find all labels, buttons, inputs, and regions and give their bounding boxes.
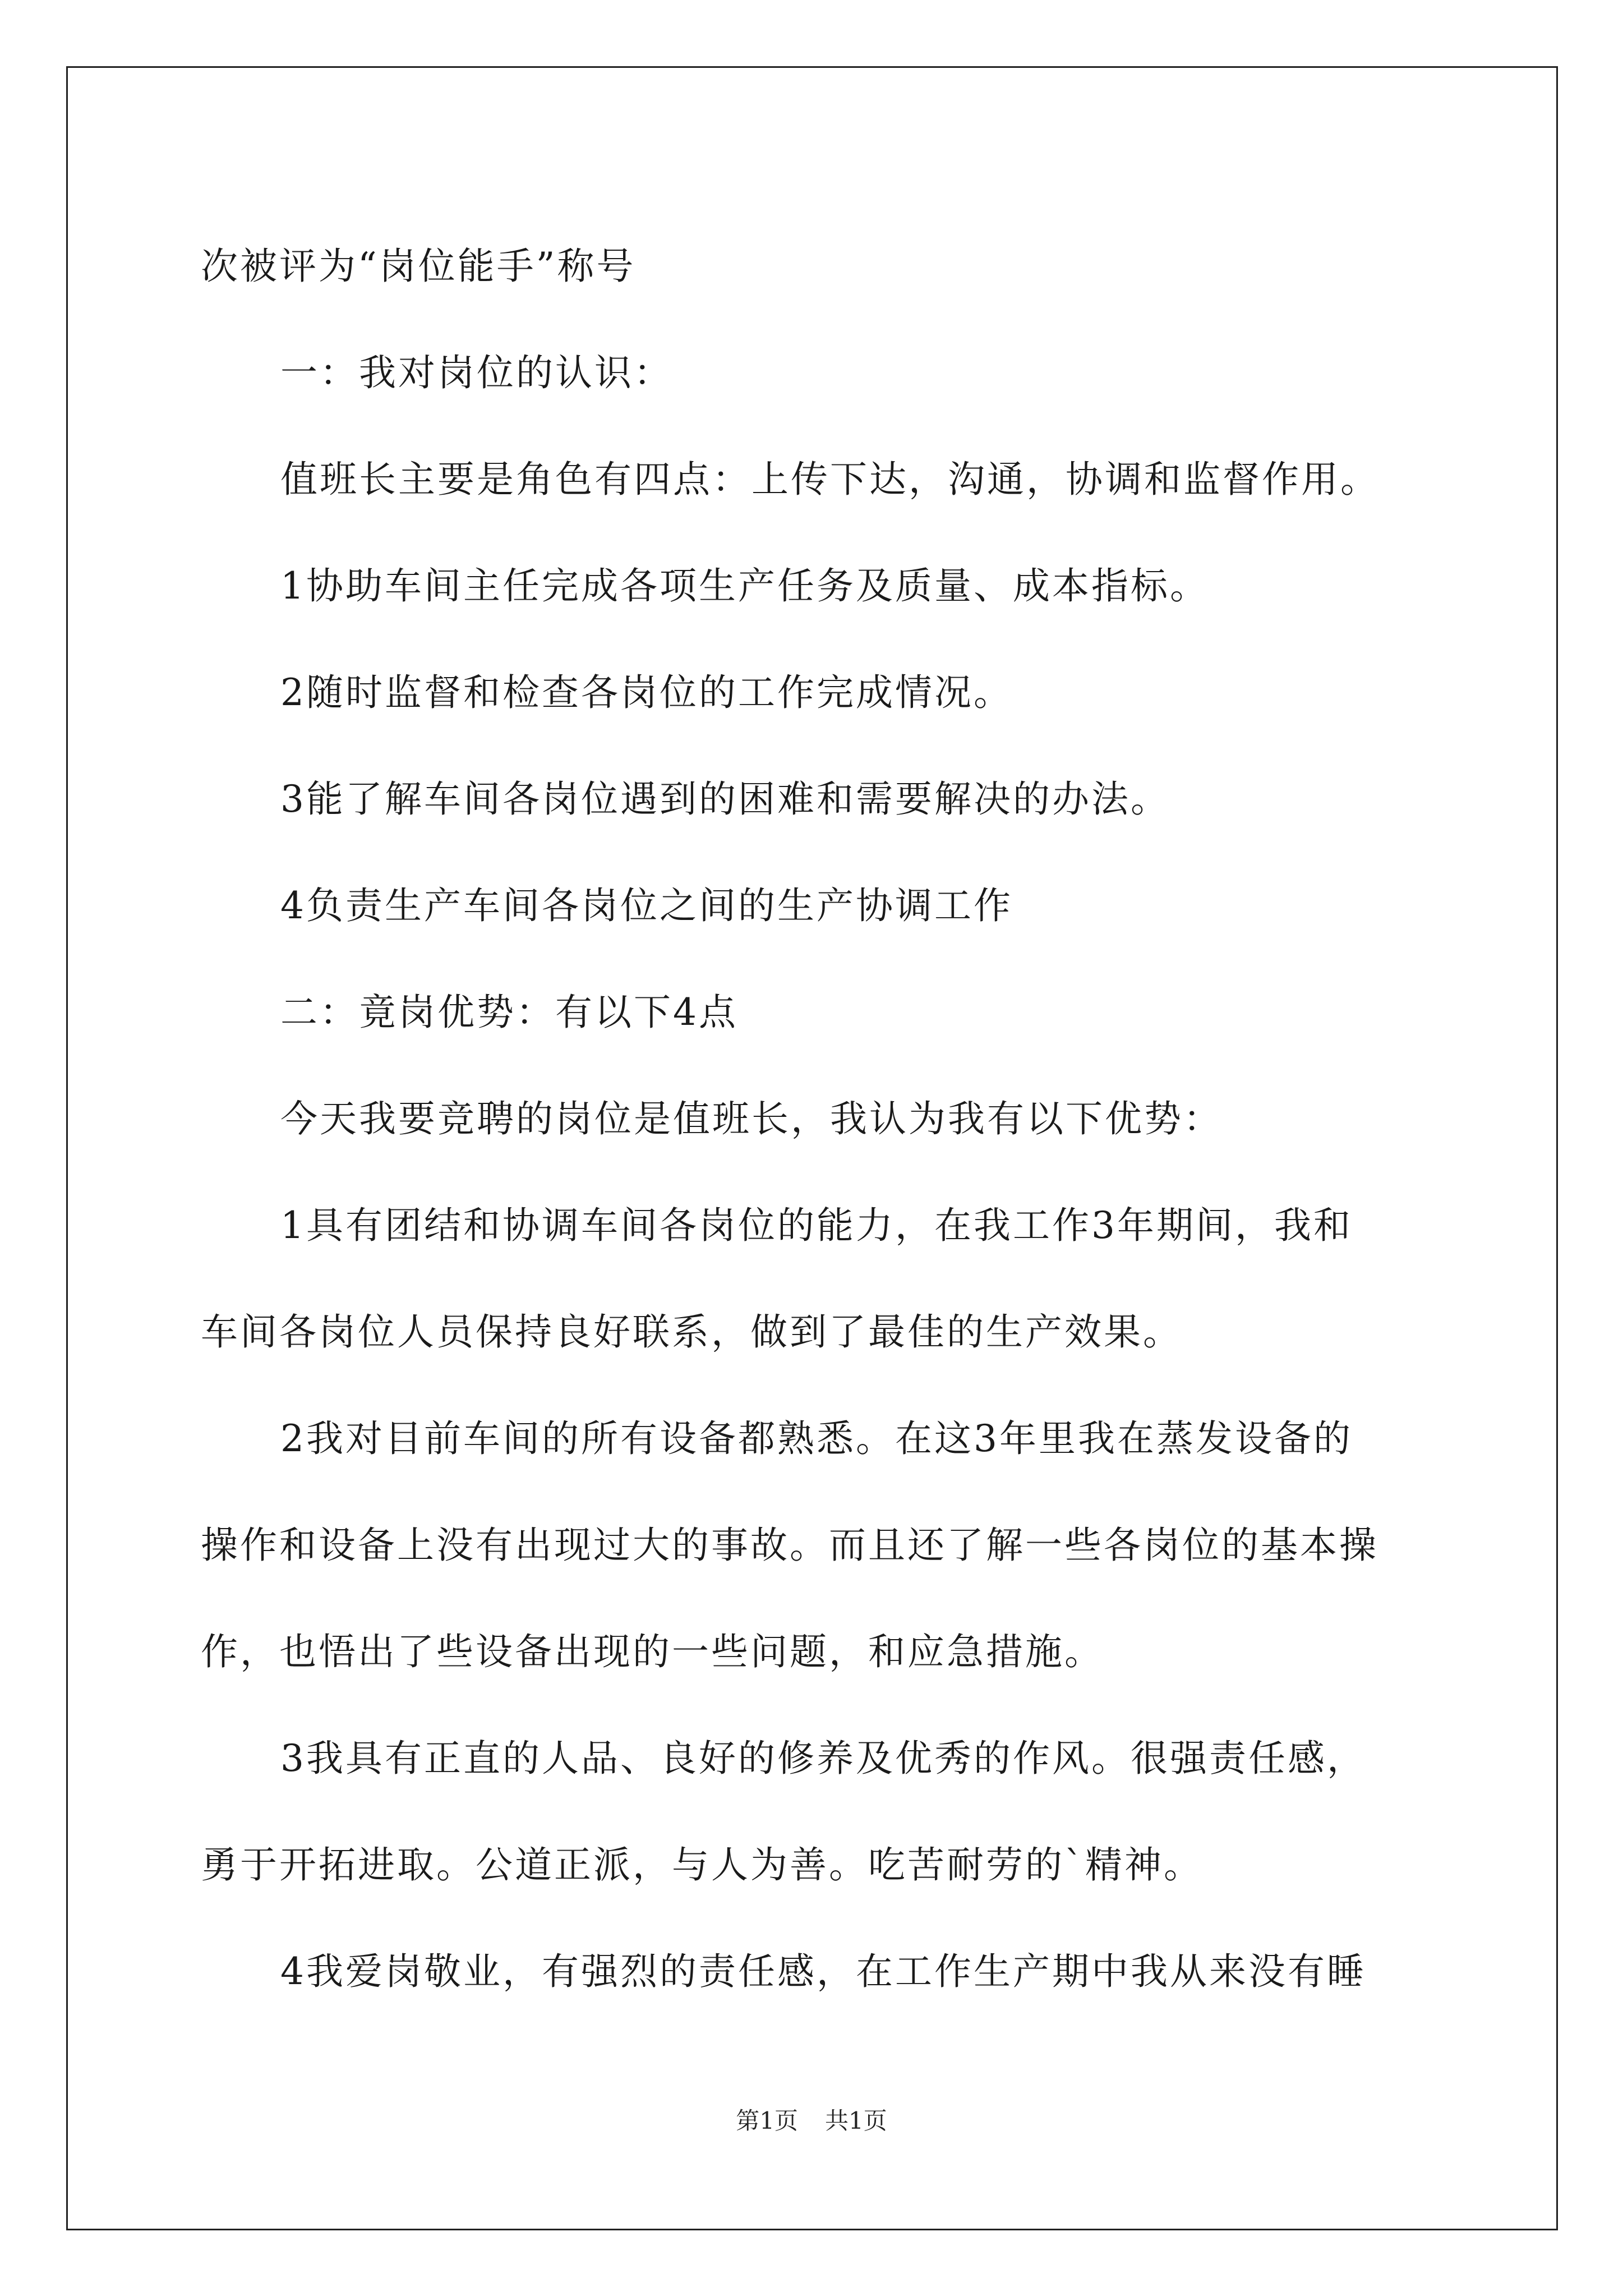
page-number: 第1页 [736, 2107, 798, 2134]
paragraph-line: 勇于开拓进取。公道正派，与人为善。吃苦耐劳的`精神。 [201, 1843, 1203, 1887]
page-total: 共1页 [825, 2107, 887, 2134]
paragraph-line: 操作和设备上没有出现过大的事故。而且还了解一些各岗位的基本操 [201, 1524, 1378, 1567]
document-body [201, 213, 1435, 2025]
section-heading-2: 二：竟岗优势：有以下4点 [280, 991, 738, 1034]
list-item: 1具有团结和协调车间各岗位的能力，在我工作3年期间，我和 [280, 1204, 1353, 1247]
list-item: 4我爱岗敬业，有强烈的责任感，在工作生产期中我从来没有睡 [280, 1950, 1366, 1993]
page-footer [0, 2102, 1623, 2136]
paragraph-line: 车间各岗位人员保持良好联系，做到了最佳的生产效果。 [201, 1310, 1182, 1354]
list-item: 3能了解车间各岗位遇到的困难和需要解决的办法。 [280, 777, 1170, 821]
paragraph-line: 次被评为“岗位能手”称号 [201, 245, 636, 288]
list-item: 1协助车间主任完成各项生产任务及质量、成本指标。 [280, 564, 1209, 608]
list-item: 2随时监督和检查各岗位的工作完成情况。 [280, 671, 1013, 714]
paragraph-line: 值班长主要是角色有四点：上传下达，沟通，协调和监督作用。 [280, 458, 1380, 501]
paragraph-line: 作，也悟出了些设备出现的一些问题，和应急措施。 [201, 1630, 1104, 1673]
list-item: 3我具有正直的人品、良好的修养及优秀的作风。很强责任感， [280, 1737, 1366, 1780]
list-item: 2我对目前车间的所有设备都熟悉。在这3年里我在蒸发设备的 [280, 1417, 1353, 1460]
list-item: 4负责生产车间各岗位之间的生产协调工作 [280, 884, 1013, 927]
paragraph-line: 今天我要竞聘的岗位是值班长，我认为我有以下优势： [280, 1097, 1223, 1140]
section-heading-1: 一：我对岗位的认识： [280, 351, 673, 394]
